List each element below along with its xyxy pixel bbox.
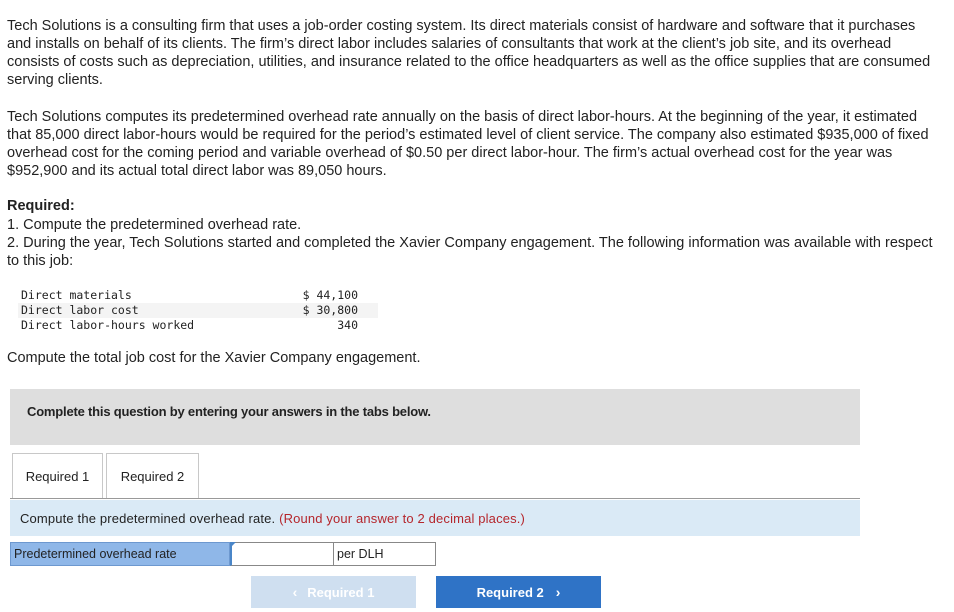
answer-label: Predetermined overhead rate xyxy=(10,542,230,566)
instruction-banner xyxy=(10,389,860,445)
instruction-line xyxy=(20,511,525,526)
row-label: Direct labor-hours worked xyxy=(21,318,195,332)
row-value: 340 xyxy=(337,318,358,332)
overhead-rate-input[interactable] xyxy=(230,542,334,566)
required-item-2: 2. During the year, Tech Solutions started and completed the Xavier Company engagement. The following information was available with respect to this job: xyxy=(7,235,933,269)
banner-text: Complete this question by entering your answers in the tabs below. xyxy=(27,404,431,419)
compute-instruction: Compute the total job cost for the Xavier Company engagement. xyxy=(7,350,421,366)
table-row xyxy=(18,303,378,318)
row-label: Direct labor cost xyxy=(18,303,268,318)
row-value: $ 30,800 xyxy=(268,303,378,318)
answer-unit: per DLH xyxy=(334,542,436,566)
row-value: $ 44,100 xyxy=(302,288,358,302)
prev-button-label: Required 1 xyxy=(307,584,375,600)
row-label: Direct materials xyxy=(21,288,132,302)
required-item-1: 1. Compute the predetermined overhead rate. xyxy=(7,217,302,233)
tab-required-1[interactable]: Required 1 xyxy=(12,453,103,499)
chevron-left-icon: ‹ xyxy=(292,584,298,600)
table-row xyxy=(18,288,378,303)
table-row xyxy=(18,318,378,333)
rounding-hint: (Round your answer to 2 decimal places.) xyxy=(279,511,525,526)
next-button-label: Required 2 xyxy=(476,584,544,600)
next-button[interactable] xyxy=(436,576,601,608)
question-instruction-bar xyxy=(10,500,860,536)
required-heading: Required: xyxy=(7,198,75,214)
problem-paragraph-1: Tech Solutions is a consulting firm that uses a job-order costing system. Its direct materials consist of hardware and software that it purchases and installs on behalf of its clients. The firm’s direct labor includes salaries of consultants that work at the client’s job site, and its overhead consists of costs such as depreciation, utilities, and insurance related to the office headquarters as well as the office supplies that are consumed serving clients. xyxy=(7,18,931,88)
problem-paragraph-2: Tech Solutions computes its predetermined overhead rate annually on the basis of direct labor-hours. At the beginning of the year, it estimated that 85,000 direct labor-hours would be required for the period’s estimated level of client service. The company also estimated $935,000 of fixed overhead cost for the coming period and variable overhead of $0.50 per direct labor-hour. The firm’s actual overhead cost for the year was $952,900 and its actual total direct labor was 89,050 hours. xyxy=(7,109,929,179)
job-info-table xyxy=(18,288,378,333)
tab-divider xyxy=(10,498,860,499)
input-marker-icon xyxy=(230,542,236,548)
tab-required-2[interactable]: Required 2 xyxy=(106,453,199,499)
prev-button[interactable] xyxy=(251,576,416,608)
chevron-right-icon: › xyxy=(555,584,561,600)
instruction-text: Compute the predetermined overhead rate. xyxy=(20,511,276,526)
